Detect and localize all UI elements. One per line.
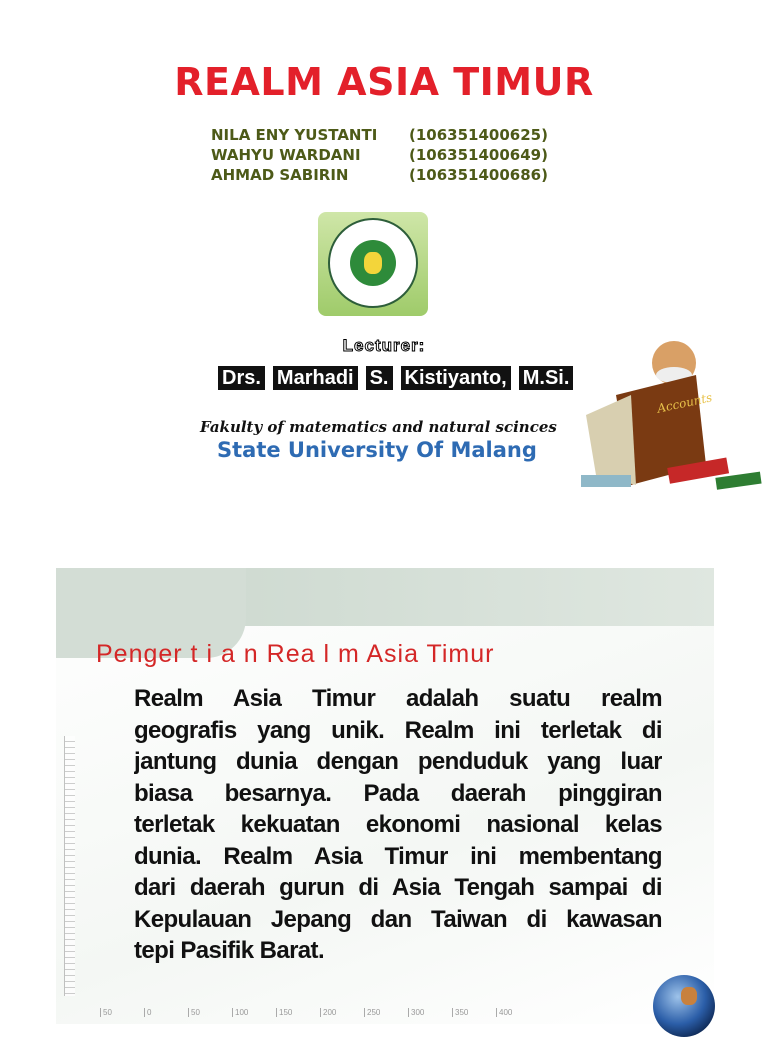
name-part: S. xyxy=(366,366,393,390)
member-list xyxy=(211,126,548,186)
ruler-label: 250 xyxy=(364,1008,408,1017)
seal-icon xyxy=(328,218,418,308)
professor-with-books-clipart xyxy=(576,335,766,505)
ruler-label: 50 xyxy=(188,1008,232,1017)
university-name: State University Of Malang xyxy=(217,438,537,462)
lecturer-label: Lecturer: xyxy=(342,336,426,355)
globe-icon xyxy=(653,975,715,1037)
member-id: (106351400625) xyxy=(409,126,548,144)
member-row xyxy=(211,146,548,166)
body-line: terletak kekuatan ekonomi nasional kelas xyxy=(134,811,662,838)
body-line: jantung dunia dengan penduduk yang luar xyxy=(134,748,662,775)
member-row xyxy=(211,126,548,146)
name-part: M.Si. xyxy=(519,366,574,390)
ruler-label: 350 xyxy=(452,1008,496,1017)
ruler-label: 100 xyxy=(232,1008,276,1017)
body-paragraph xyxy=(134,683,662,967)
body-line: dunia. Realm Asia Timur ini membentang xyxy=(134,842,662,870)
ruler-label: 300 xyxy=(408,1008,452,1017)
ruler-label: 50 xyxy=(100,1008,144,1017)
ruler-label: 200 xyxy=(320,1008,364,1017)
lecturer-name xyxy=(218,367,581,390)
name-part: Kistiyanto, xyxy=(401,366,511,390)
body-line: Realm Asia Timur adalah suatu realm xyxy=(134,685,662,712)
name-part: Drs. xyxy=(218,366,265,390)
faculty-name: Fakulty of matematics and natural scinces xyxy=(200,418,557,436)
vertical-ruler xyxy=(64,736,75,996)
body-line: geografis yang unik. Realm ini terletak di xyxy=(134,716,662,744)
body-line: tepi Pasifik Barat. xyxy=(134,937,325,964)
horizontal-ruler xyxy=(100,1008,540,1017)
ruler-label: 150 xyxy=(276,1008,320,1017)
name-part: Marhadi xyxy=(273,366,358,390)
body-line: dari daerah gurun di Asia Tengah sampai di xyxy=(134,874,662,901)
section-heading: Penger t i a n Rea l m Asia Timur xyxy=(96,640,495,668)
book-label: Accounts xyxy=(655,390,714,416)
ruler-label: 400 xyxy=(496,1008,540,1017)
body-line: biasa besarnya. Pada daerah pinggiran xyxy=(134,779,662,807)
member-name: WAHYU WARDANI xyxy=(211,146,361,164)
member-row xyxy=(211,166,548,186)
member-name: NILA ENY YUSTANTI xyxy=(211,126,378,144)
body-line: Kepulauan Jepang dan Taiwan di kawasan xyxy=(134,905,662,933)
ruler-label: 0 xyxy=(144,1008,188,1017)
member-name: AHMAD SABIRIN xyxy=(211,166,349,184)
member-id: (106351400686) xyxy=(409,166,548,184)
member-id: (106351400649) xyxy=(409,146,548,164)
university-logo xyxy=(318,212,428,316)
slide-title: REALM ASIA TIMUR xyxy=(174,60,594,104)
